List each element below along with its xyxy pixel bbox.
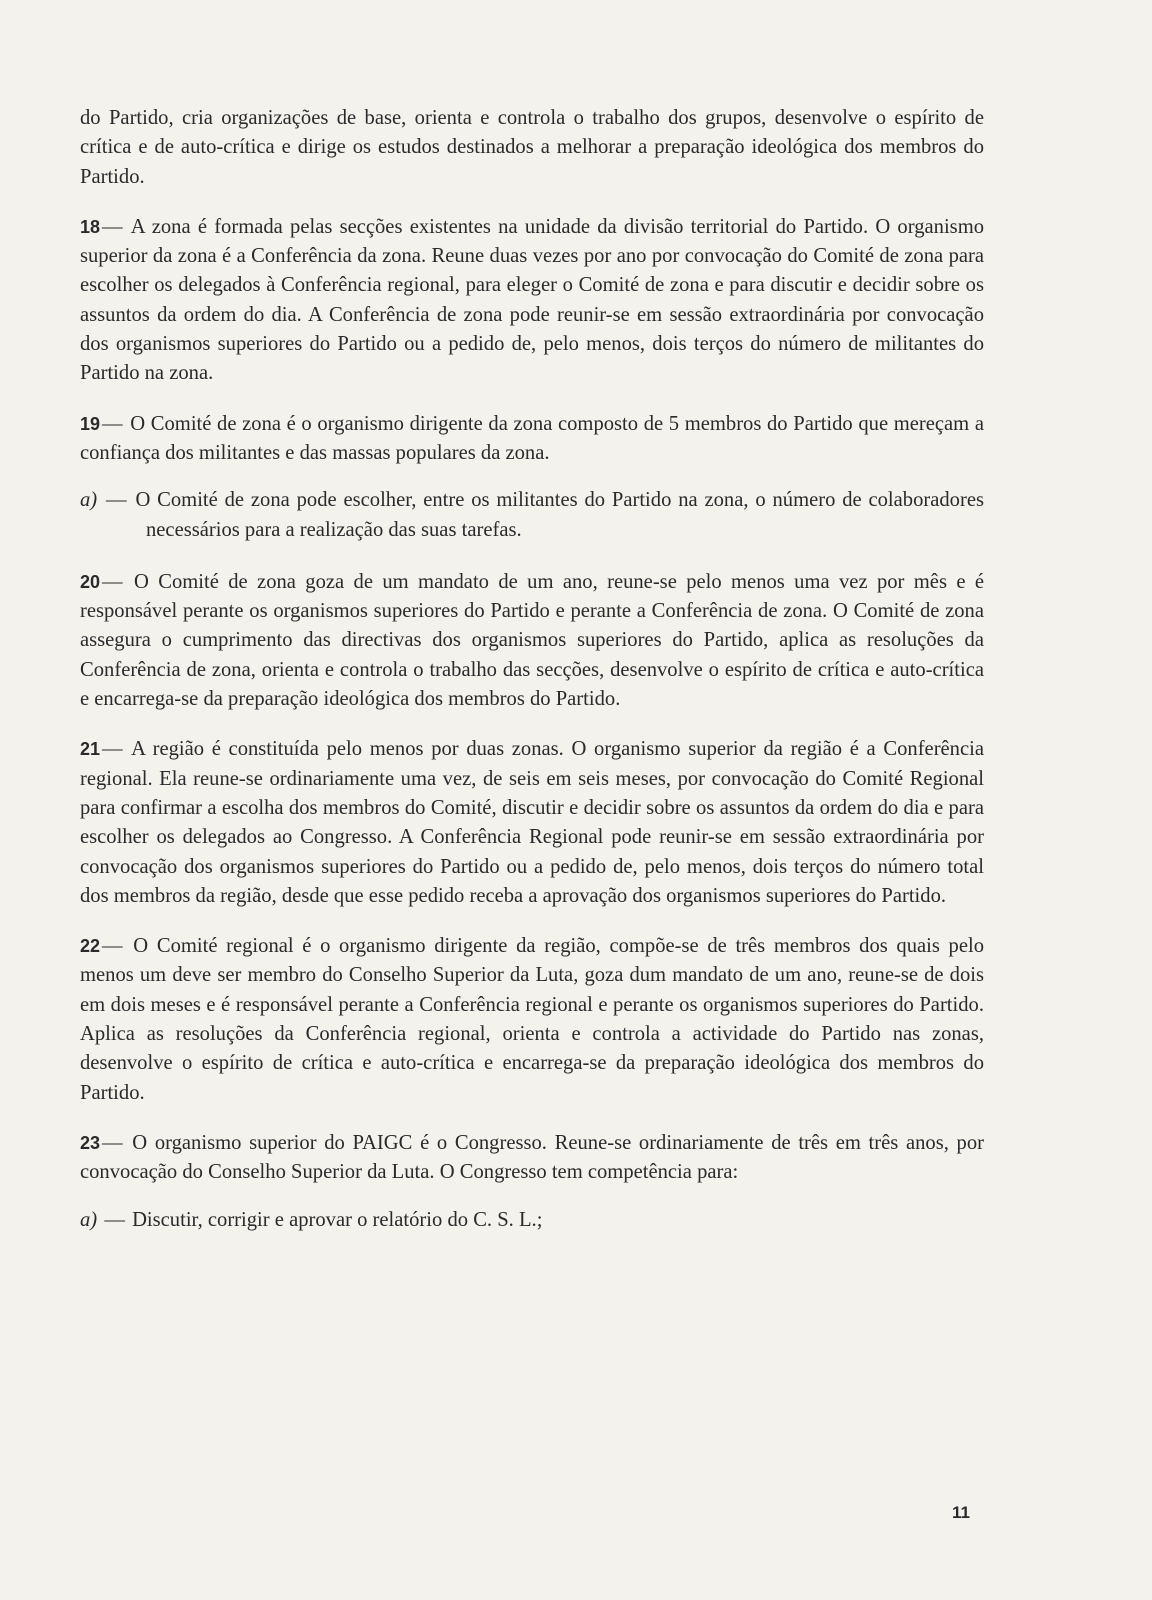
article-19-item-a: [80, 486, 984, 545]
article-number: 20: [80, 571, 101, 592]
paragraph-continuation: [80, 104, 984, 192]
article-23-item-a: [80, 1206, 984, 1235]
article-text: A zona é formada pelas secções existentes na unidade da divisão territorial do Partido. O organismo superior da zona é a Conferência da zona. Reune duas vezes por ano por convocação do Comité de zona para escolher os delegados à Conferência regional, para eleger o Comité de zona e para discutir e decidir sobre os assuntos da ordem do dia. A Conferência de zona pode reunir-se em sessão extraordinária por convocação dos organismos superiores do Partido ou a pedido de, pelo menos, dois terços do número de militantes do Partido na zona.: [80, 215, 985, 385]
em-dash: —: [102, 935, 123, 958]
article-text: O organismo superior do PAIGC é o Congresso. Reune-se ordinariamente de três em três anos, por convocação do Conselho Superior da Luta. O Congresso tem competência para:: [80, 1131, 984, 1184]
em-dash: —: [104, 1208, 125, 1231]
page-number: 11: [952, 1503, 970, 1522]
item-text: Discutir, corrigir e aprovar o relatório do C. S. L.;: [132, 1208, 543, 1231]
article-text: O Comité de zona é o organismo dirigente da zona composto de 5 membros do Partido que mereçam a confiança dos militantes e das massas populares da zona.: [80, 412, 984, 464]
article-text: O Comité regional é o organismo dirigente da região, compõe-se de três membros dos quais pelo menos um deve ser membro do Conselho Superior da Luta, goza dum mandato de um ano, reune-se de dois em dois meses e é responsável perante a Conferência regional e perante os organismos superiores do Partido. Aplica as resoluções da Conferência regional, orienta e controla a actividade do Partido nas zonas, desenvolve o espírito de crítica e auto-crítica e encarrega-se da preparação ideológica dos membros do Partido.: [80, 935, 984, 1104]
article-number: 22: [80, 936, 101, 957]
article-22: [80, 932, 984, 1108]
article-23: [80, 1129, 984, 1188]
em-dash: —: [102, 1131, 123, 1154]
item-text: O Comité de zona pode escolher, entre os militantes do Partido na zona, o número de colaboradores necessários para a realização das suas tarefas.: [135, 489, 984, 541]
article-number: 21: [80, 739, 101, 760]
article-21: [80, 735, 984, 911]
em-dash: —: [102, 412, 123, 435]
em-dash: —: [102, 570, 123, 593]
article-20: [80, 568, 984, 714]
article-number: 19: [80, 413, 101, 434]
document-page: [80, 104, 984, 1256]
article-19: [80, 410, 984, 469]
article-number: 23: [80, 1132, 101, 1153]
item-label: a): [80, 489, 98, 512]
paragraph-text: do Partido, cria organizações de base, orienta e controla o trabalho dos grupos, desenvolve o espírito de crítica e de auto-crítica e dirige os estudos destinados a melhorar a preparação ideológica dos membros do Partido.: [80, 107, 984, 188]
em-dash: —: [106, 489, 127, 512]
article-number: 18: [80, 216, 101, 237]
item-label: a): [80, 1208, 98, 1231]
em-dash: —: [102, 738, 123, 761]
em-dash: —: [102, 215, 123, 238]
article-18: [80, 213, 984, 389]
article-text: O Comité de zona goza de um mandato de um ano, reune-se pelo menos uma vez por mês e é responsável perante os organismos superiores do Partido e perante a Conferência de zona. O Comité de zona assegura o cumprimento das directivas dos organismos superiores do Partido, aplica as resoluções da Conferência de zona, orienta e controla o trabalho das secções, desenvolve o espírito de crítica e auto-crítica e encarrega-se da preparação ideológica dos membros do Partido.: [80, 570, 984, 711]
article-text: A região é constituída pelo menos por duas zonas. O organismo superior da região é a Conferência regional. Ela reune-se ordinariamente uma vez, de seis em seis meses, por convocação do Comité Regional para confirmar a escolha dos membros do Comité, discutir e decidir sobre os assuntos da ordem do dia e para escolher os delegados ao Congresso. A Conferência Regional pode reunir-se em sessão extraordinária por convocação dos organismos superiores do Partido ou a pedido de, pelo menos, dois terços do número total dos membros da região, desde que esse pedido receba a aprovação dos organismos superiores do Partido.: [80, 738, 984, 907]
